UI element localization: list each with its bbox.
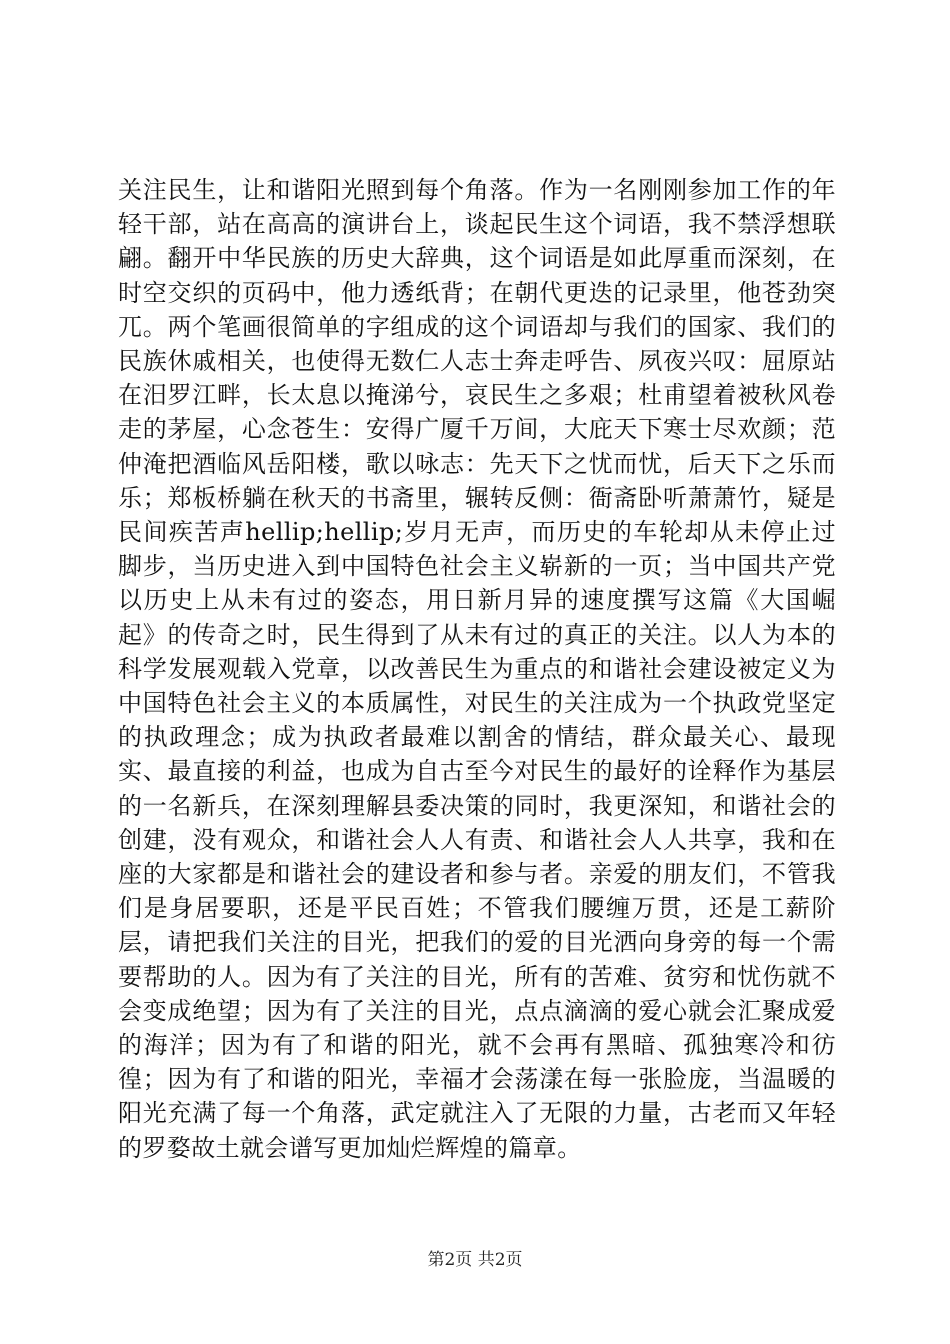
page-footer: 第2页 共2页 — [427, 1250, 523, 1270]
body-paragraph: 关注民生，让和谐阳光照到每个角落。作为一名刚刚参加工作的年轻干部，站在高高的演讲台上，谈起民生这个词语，我不禁浮想联翩。翻开中华民族的历史大辞典，这个词语是如此厚重而深刻，在时空交织的页码中，他力透纸背；在朝代更迭的记录里，他苍劲突兀。两个笔画很简单的字组成的这个词语却与我们的国家、我们的民族休戚相关，也使得无数仁人志士奔走呼告、夙夜兴叹：屈原站在汨罗江畔，长太息以掩涕兮，哀民生之多艰；杜甫望着被秋风卷走的茅屋，心念苍生：安得广厦千万间，大庇天下寒士尽欢颜；范仲淹把酒临风岳阳楼，歌以咏志：先天下之忧而忧，后天下之乐而乐；郑板桥躺在秋天的书斋里，辗转反侧：衙斋卧听萧萧竹，疑是民间疾苦声hellip;hellip;岁月无声，而历史的车轮却从未停止过脚步，当历史进入到中国特色社会主义崭新的一页；当中国共产党以历史上从未有过的姿态，用日新月异的速度撰写这篇《大国崛起》的传奇之时，民生得到了从未有过的真正的关注。以人为本的科学发展观载入党章，以改善民生为重点的和谐社会建设被定义为中国特色社会主义的本质属性，对民生的关注成为一个执政党坚定的执政理念；成为执政者最难以割舍的情结，群众最关心、最现实、最直接的利益，也成为自古至今对民生的最好的诠释作为基层的一名新兵，在深刻理解县委决策的同时，我更深知，和谐社会的创建，没有观众，和谐社会人人有责、和谐社会人人共享，我和在座的大家都是和谐社会的建设者和参与者。亲爱的朋友们，不管我们是身居要职，还是平民百姓；不管我们腰缠万贯，还是工薪阶层，请把我们关注的目光，把我们的爱的目光洒向身旁的每一个需要帮助的人。因为有了关注的目光，所有的苦难、贫穷和忧伤就不会变成绝望；因为有了关注的目光，点点滴滴的爱心就会汇聚成爱的海洋；因为有了和谐的阳光，就不会再有黑暗、孤独寒冷和彷徨；因为有了和谐的阳光，幸福才会荡漾在每一张脸庞，当温暖的阳光充满了每一个角落，武定就注入了无限的力量，古老而又年轻的罗婺故土就会谱写更加灿烂辉煌的篇章。 — [118, 176, 836, 1162]
